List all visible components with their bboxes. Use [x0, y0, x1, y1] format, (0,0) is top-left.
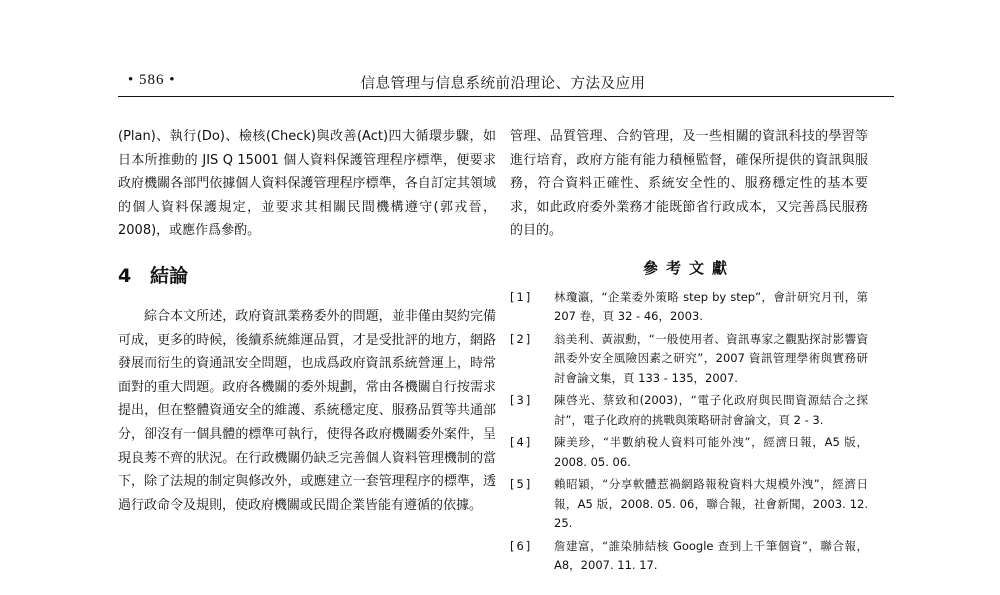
section-heading — [118, 263, 496, 289]
section-title: 結論 — [150, 264, 189, 287]
reference-number: [5] — [510, 477, 533, 492]
reference-list — [510, 288, 868, 576]
left-paragraph-1: (Plan)、執行(Do)、檢核(Check)與改善(Act)四大循環步驟，如日本所推動的 JIS Q 15001 個人資料保護管理程序標準，便要求政府機關各部門依據個人資料保護管理程序標準，各自訂定其領域的個人資料保護規定，並要求其相關民間機構遵守(郭戎晉，2008)，或應作爲參酌。 — [118, 129, 496, 239]
section-number: 4 — [118, 264, 132, 287]
reference-text: 陳啓光、蔡致和(2003)，“電子化政府與民間資源結合之探討”，電子化政府的挑戰與策略研討會論文，頁 2 - 3. — [554, 393, 868, 427]
left-column — [118, 125, 496, 517]
reference-text: 陳美珍，“半數納稅人資料可能外洩”，經濟日報，A5 版，2008. 05. 06. — [554, 435, 868, 469]
reference-text: 賴昭穎，“分享軟體惹禍網路報稅資料大規模外洩”，經濟日報，A5 版，2008. 05. 06，聯合報，社會新聞，2003. 12. 25. — [554, 477, 868, 531]
page-number: • 586 • — [128, 72, 176, 88]
reference-item — [510, 475, 868, 534]
references-heading: 參考文獻 — [642, 258, 735, 277]
reference-number: [2] — [510, 331, 533, 346]
running-title: 信息管理与信息系统前沿理论、方法及应用 — [360, 76, 646, 92]
reference-item — [510, 537, 868, 576]
reference-number: [3] — [510, 393, 533, 408]
reference-item — [510, 433, 868, 472]
reference-text: 翁美利、黃淑勳，“一般使用者、資訊專家之觀點探討影響資訊委外安全風險因素之研究”，2007 資訊管理學術與實務研討會論文集，頁 133 - 135，2007. — [554, 331, 868, 385]
reference-item — [510, 330, 868, 389]
right-paragraph-1: 管理、品質管理、合約管理，及一些相關的資訊科技的學習等進行培育，政府方能有能力積極監督，確保所提供的資訊與服務，符合資料正確性、系統安全性的、服務穩定性的基本要求，如此政府委外業務才能既節省行政成本，又完善爲民服務的目的。 — [510, 129, 868, 239]
reference-number: [6] — [510, 538, 533, 553]
reference-item — [510, 391, 868, 430]
left-paragraph-2: 綜合本文所述，政府資訊業務委外的問題，並非僅由契約完備可成，更多的時候，後續系統維運品質，才是受批評的地方，網路發展而衍生的資通訊安全問題，也成爲政府資訊系統營運上，時常面對的重大問題。政府各機關的委外規劃，常由各機關自行按需求提出，但在整體資通安全的維護、系統穩定度、服務品質等共通部分，卻沒有一個具體的標準可執行，使得各政府機關委外案件，呈現良莠不齊的狀況。在行政機關仍缺乏完善個人資料管理機制的當下，除了法規的制定與修改外，或應建立一套管理程序的標準，透過行政命令及規則，使政府機關或民間企業皆能有遵循的依據。 — [118, 308, 496, 513]
reference-text: 林瓊瀛，“企業委外策略 step by step”，會計研究月刊，第 207 卷，頁 32 - 46，2003. — [554, 289, 868, 324]
right-column — [510, 125, 868, 579]
page-header — [118, 70, 894, 96]
reference-item — [510, 288, 868, 327]
reference-number: [4] — [510, 435, 533, 450]
reference-number: [1] — [510, 289, 533, 304]
reference-text: 詹建富，“誰染肺結核 Google 查到上千筆個資”，聯合報，A8，2007. 11. 17. — [554, 538, 868, 573]
header-rule — [118, 96, 894, 97]
